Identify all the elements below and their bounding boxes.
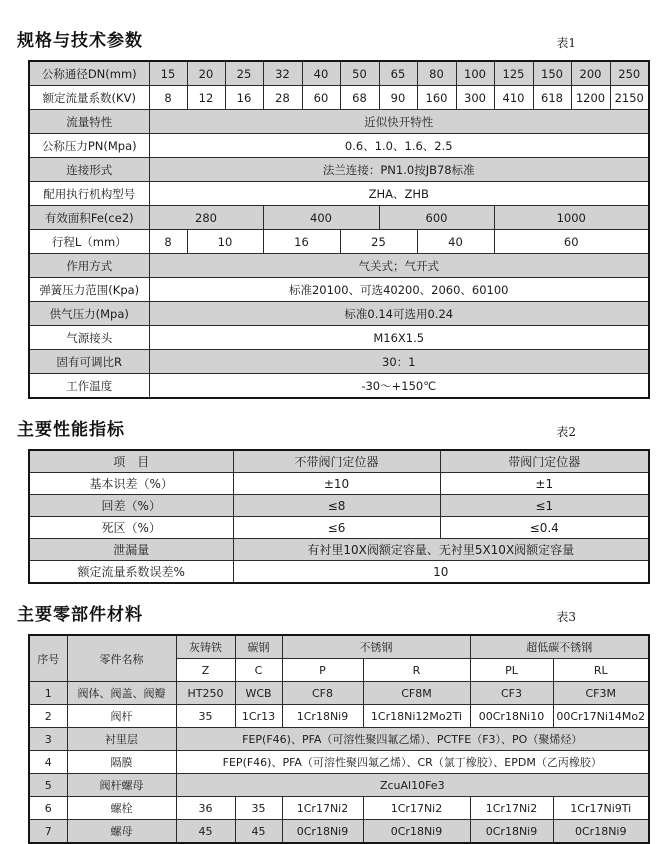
table-cell: Z	[176, 659, 235, 682]
table-cell: 1Cr17Ni2	[363, 797, 470, 820]
table-cell: -30～+150℃	[149, 374, 649, 399]
materials-table	[28, 634, 650, 844]
table-row	[29, 278, 649, 302]
table-row	[29, 682, 649, 705]
table-cell: 3	[29, 728, 67, 751]
table-cell: 200	[571, 61, 610, 86]
table-cell: 不锈钢	[282, 635, 470, 659]
table-cell: 1Cr18Ni9	[282, 705, 363, 728]
section-header	[17, 600, 648, 625]
table-caption-1: 表1	[556, 36, 576, 50]
performance-table	[28, 449, 650, 584]
table-row	[29, 473, 649, 495]
table-cell: 工作温度	[29, 374, 149, 399]
table-cell: 公称通径DN(mm)	[29, 61, 149, 86]
table-row	[29, 158, 649, 182]
table-cell: 32	[263, 61, 302, 86]
table-cell: 10	[187, 230, 263, 254]
table-cell: 1Cr17Ni2	[470, 797, 553, 820]
table-cell: 碳钢	[235, 635, 282, 659]
table-cell: 618	[533, 86, 571, 110]
table-cell: 25	[340, 230, 417, 254]
table-cell: ±10	[233, 473, 440, 495]
table-cell: 600	[379, 206, 494, 230]
table-cell: 固有可调比R	[29, 350, 149, 374]
table-cell: 25	[225, 61, 263, 86]
table-cell: 1Cr18Ni12Mo2Ti	[363, 705, 470, 728]
table-cell: 410	[494, 86, 533, 110]
table-row	[29, 182, 649, 206]
table-row	[29, 326, 649, 350]
table-cell: CF8	[282, 682, 363, 705]
table-cell: 60	[302, 86, 340, 110]
table-cell: P	[282, 659, 363, 682]
table-cell: 零件名称	[67, 635, 176, 682]
table-cell: 100	[456, 61, 494, 86]
table-cell: ≤6	[233, 517, 440, 539]
table-row	[29, 635, 649, 659]
table-cell: 1Cr17Ni9Ti	[553, 797, 649, 820]
table-row	[29, 230, 649, 254]
table-row	[29, 728, 649, 751]
table-cell: 额定流量系数(KV)	[29, 86, 149, 110]
table-cell: 带阀门定位器	[440, 450, 649, 473]
section-header	[17, 415, 648, 440]
table-row	[29, 774, 649, 797]
table-cell: 衬里层	[67, 728, 176, 751]
table-cell: 作用方式	[29, 254, 149, 278]
table-cell: ZcuAl10Fe3	[176, 774, 649, 797]
table-cell: 1000	[494, 206, 649, 230]
table-cell: ≤8	[233, 495, 440, 517]
table-cell: 90	[379, 86, 417, 110]
table-cell: 250	[610, 61, 649, 86]
table-cell: 死区（%）	[29, 517, 233, 539]
table-cell: 16	[263, 230, 340, 254]
table-cell: 16	[225, 86, 263, 110]
section-title-performance: 主要性能指标	[17, 420, 125, 440]
table-cell: 6	[29, 797, 67, 820]
table-cell: PL	[470, 659, 553, 682]
table-cell: 65	[379, 61, 417, 86]
table-cell: 45	[176, 820, 235, 844]
table-cell: 7	[29, 820, 67, 844]
table-cell: 阀杆	[67, 705, 176, 728]
table-cell: 0Cr18Ni9	[470, 820, 553, 844]
table-cell: RL	[553, 659, 649, 682]
table-row	[29, 539, 649, 561]
table-cell: 8	[149, 86, 187, 110]
table-cell: 280	[149, 206, 263, 230]
table-cell: 项 目	[29, 450, 233, 473]
table-cell: CF3	[470, 682, 553, 705]
table-cell: 不带阀门定位器	[233, 450, 440, 473]
table-cell: 125	[494, 61, 533, 86]
table-cell: 1Cr17Ni2	[282, 797, 363, 820]
table-cell: 超低碳不锈钢	[470, 635, 649, 659]
table-cell: CF8M	[363, 682, 470, 705]
table-cell: FEP(F46)、PFA（可溶性聚四氟乙烯）、PCTFE（F3）、PO（聚烯烃）	[176, 728, 649, 751]
table-cell: 连接形式	[29, 158, 149, 182]
table-cell: 序号	[29, 635, 67, 682]
table-cell: 供气压力(Mpa)	[29, 302, 149, 326]
table-cell: 50	[340, 61, 379, 86]
table-row	[29, 495, 649, 517]
table-cell: 标准20100、可选40200、2060、60100	[149, 278, 649, 302]
table-row	[29, 134, 649, 158]
table-cell: 标准0.14可选用0.24	[149, 302, 649, 326]
table-cell: 回差（%）	[29, 495, 233, 517]
table-row	[29, 206, 649, 230]
section-materials	[11, 600, 648, 844]
table-cell: R	[363, 659, 470, 682]
table-cell: 额定流量系数误差%	[29, 561, 233, 584]
table-cell: 有效面积Fe(ce2)	[29, 206, 149, 230]
table-cell: 1	[29, 682, 67, 705]
table-cell: 气关式；气开式	[149, 254, 649, 278]
section-title-materials: 主要零部件材料	[17, 605, 143, 625]
table-cell: 80	[417, 61, 456, 86]
table-caption-2: 表2	[556, 425, 576, 439]
table-cell: 10	[233, 561, 649, 584]
table-cell: 0Cr18Ni9	[363, 820, 470, 844]
table-cell: 螺母	[67, 820, 176, 844]
table-cell: 35	[235, 797, 282, 820]
table-cell: 阀杆螺母	[67, 774, 176, 797]
table-cell: 行程L（mm）	[29, 230, 149, 254]
table-cell: 隔膜	[67, 751, 176, 774]
table-cell: C	[235, 659, 282, 682]
table-cell: 2150	[610, 86, 649, 110]
table-cell: 弹簧压力范围(Kpa)	[29, 278, 149, 302]
table-cell: 基本识差（%）	[29, 473, 233, 495]
table-row	[29, 374, 649, 399]
table-cell: 300	[456, 86, 494, 110]
table-row	[29, 517, 649, 539]
table-row	[29, 86, 649, 110]
table-cell: 泄漏量	[29, 539, 233, 561]
table-cell: 阀体、阀盖、阀瓣	[67, 682, 176, 705]
table-row	[29, 61, 649, 86]
specs-table	[28, 60, 650, 399]
table-cell: M16X1.5	[149, 326, 649, 350]
table-cell: 0Cr18Ni9	[282, 820, 363, 844]
table-cell: 灰铸铁	[176, 635, 235, 659]
table-row	[29, 705, 649, 728]
table-row	[29, 797, 649, 820]
table-cell: 12	[187, 86, 225, 110]
table-cell: 45	[235, 820, 282, 844]
table-cell: 公称压力PN(Mpa)	[29, 134, 149, 158]
table-row	[29, 302, 649, 326]
table-cell: 1Cr13	[235, 705, 282, 728]
table-cell: 00Cr18Ni10	[470, 705, 553, 728]
table-cell: 150	[533, 61, 571, 86]
table-cell: 30：1	[149, 350, 649, 374]
table-row	[29, 820, 649, 844]
table-cell: 28	[263, 86, 302, 110]
section-title-specs: 规格与技术参数	[17, 31, 143, 51]
table-cell: 法兰连接：PN1.0按JB78标准	[149, 158, 649, 182]
table-cell: 0Cr18Ni9	[553, 820, 649, 844]
table-cell: 00Cr17Ni14Mo2	[553, 705, 649, 728]
table-caption-3: 表3	[556, 610, 576, 624]
table-cell: WCB	[235, 682, 282, 705]
table-cell: 有衬里10X阀额定容量、无衬里5X10X阀额定容量	[233, 539, 649, 561]
table-cell: 36	[176, 797, 235, 820]
table-cell: ≤0.4	[440, 517, 649, 539]
table-row	[29, 350, 649, 374]
table-cell: 近似快开特性	[149, 110, 649, 134]
table-cell: 35	[176, 705, 235, 728]
table-cell: 68	[340, 86, 379, 110]
table-cell: ZHA、ZHB	[149, 182, 649, 206]
table-cell: 5	[29, 774, 67, 797]
table-cell: CF3M	[553, 682, 649, 705]
table-cell: 40	[417, 230, 494, 254]
table-cell: ≤1	[440, 495, 649, 517]
table-cell: HT250	[176, 682, 235, 705]
table-row	[29, 751, 649, 774]
table-cell: 0.6、1.0、1.6、2.5	[149, 134, 649, 158]
table-cell: ±1	[440, 473, 649, 495]
table-row	[29, 450, 649, 473]
table-cell: 1200	[571, 86, 610, 110]
table-cell: 气源接头	[29, 326, 149, 350]
table-cell: 400	[263, 206, 379, 230]
table-cell: 配用执行机构型号	[29, 182, 149, 206]
table-cell: 20	[187, 61, 225, 86]
table-cell: 8	[149, 230, 187, 254]
table-cell: 2	[29, 705, 67, 728]
table-cell: 螺栓	[67, 797, 176, 820]
table-cell: 60	[494, 230, 649, 254]
table-cell: FEP(F46)、PFA（可溶性聚四氟乙烯）、CR（氯丁橡胶）、EPDM（乙丙橡胶）	[176, 751, 649, 774]
table-cell: 流量特性	[29, 110, 149, 134]
section-specs	[11, 26, 648, 399]
table-cell: 160	[417, 86, 456, 110]
table-cell: 40	[302, 61, 340, 86]
table-cell: 4	[29, 751, 67, 774]
table-cell: 15	[149, 61, 187, 86]
section-performance	[11, 415, 648, 584]
table-row	[29, 561, 649, 584]
table-row	[29, 254, 649, 278]
section-header	[17, 26, 648, 51]
table-row	[29, 110, 649, 134]
